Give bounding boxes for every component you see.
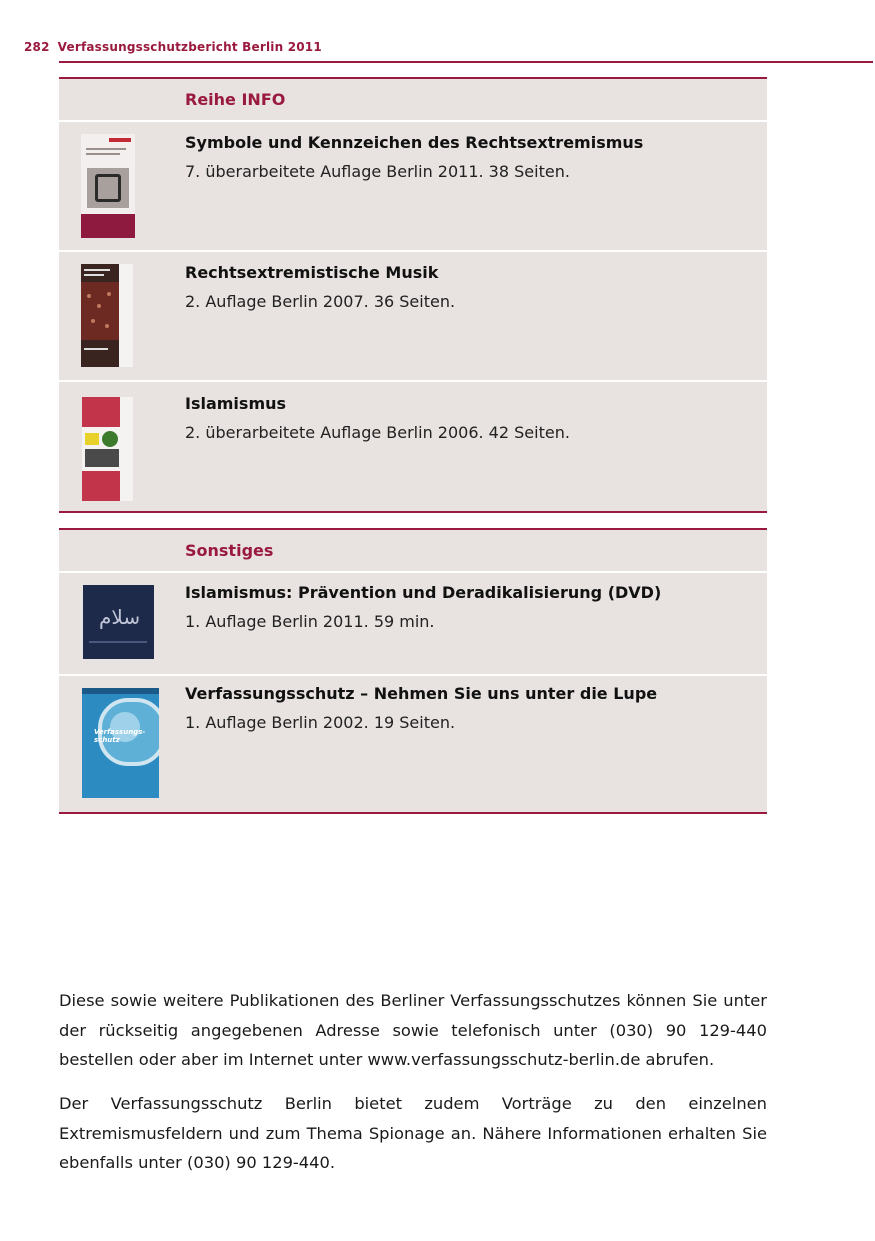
section-header (59, 79, 767, 122)
section-title: Reihe INFO (185, 90, 286, 109)
page-number: 282 (24, 40, 50, 54)
header-rule (59, 61, 873, 63)
publication-details: 1. Auflage Berlin 2002. 19 Seiten. (185, 713, 456, 732)
dvd-cover-image (83, 585, 154, 659)
cover-lettering: Verfassungs- schutz (94, 728, 146, 744)
publication-row (59, 122, 767, 252)
publication-details: 7. überarbeitete Auflage Berlin 2011. 38 Seiten. (185, 162, 570, 181)
publication-title: Symbole und Kennzeichen des Rechtsextremismus (185, 133, 644, 152)
publication-title: Islamismus: Prävention und Deradikalisierung (DVD) (185, 583, 662, 602)
lecture-info-paragraph: Der Verfassungsschutz Berlin bietet zudem Vorträge zu den einzelnen Extremismusfeldern und zum Thema Spionage an. Nähere Informationen erhalten Sie ebenfalls unter (030) 90 129-440. (59, 1094, 767, 1172)
publication-title: Islamismus (185, 394, 287, 413)
publication-table-sonstiges (59, 528, 767, 814)
publication-table-reihe-info (59, 77, 767, 513)
section-title: Sonstiges (185, 541, 274, 560)
publication-cover-image (81, 264, 133, 367)
publication-details: 1. Auflage Berlin 2011. 59 min. (185, 612, 435, 631)
running-header (24, 40, 322, 54)
publication-row (59, 252, 767, 382)
publication-cover-image (82, 397, 133, 501)
section-header (59, 530, 767, 573)
publication-cover-image (82, 688, 159, 798)
running-title: Verfassungsschutzbericht Berlin 2011 (57, 40, 322, 54)
publication-title: Rechtsextremistische Musik (185, 263, 439, 282)
publication-row (59, 676, 767, 812)
publication-row (59, 573, 767, 676)
order-info-paragraph: Diese sowie weitere Publikationen des Berliner Verfassungsschutzes können Sie unter der rückseitig angegebenen Adresse sowie telefonisch unter (030) 90 129-440 bestellen oder aber im Internet unter www.verfassungsschutz-berlin.de abrufen. (59, 991, 767, 1069)
publication-cover-image (81, 134, 135, 238)
publication-row (59, 382, 767, 511)
publication-title: Verfassungsschutz – Nehmen Sie uns unter die Lupe (185, 684, 658, 703)
cover-lettering: سلام (99, 605, 141, 629)
publication-details: 2. überarbeitete Auflage Berlin 2006. 42 Seiten. (185, 423, 570, 442)
publication-details: 2. Auflage Berlin 2007. 36 Seiten. (185, 292, 456, 311)
